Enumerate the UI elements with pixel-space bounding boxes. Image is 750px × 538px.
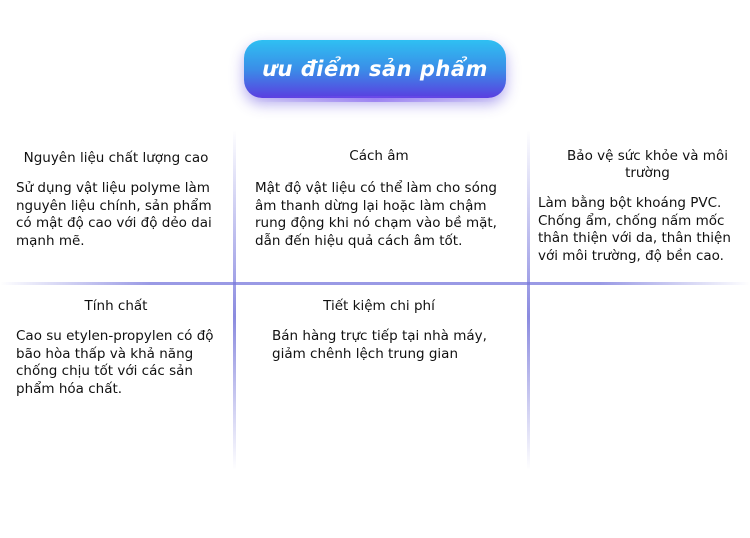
- divider-horizontal: [0, 282, 750, 285]
- title-text: ưu điểm sản phẩm: [262, 57, 488, 81]
- feature-description: Làm bằng bột khoáng PVC. Chống ẩm, chống nấm mốc thân thiện với da, thân thiện với môi trường, độ bền cao.: [538, 195, 731, 264]
- feature-heading: Nguyên liệu chất lượng cao: [23, 150, 209, 166]
- feature-description: Cao su etylen-propylen có độ bão hòa thấp và khả năng chống chịu tốt với các sản phẩm hóa chất.: [16, 328, 214, 397]
- feature-description: Sử dụng vật liệu polyme làm nguyên liệu chính, sản phẩm có mật độ cao với độ dẻo dai mạnh mẽ.: [16, 180, 212, 249]
- feature-heading: Tiết kiệm chi phí: [323, 298, 435, 314]
- title-glow: [254, 96, 496, 102]
- divider-vertical-left: [233, 130, 236, 470]
- feature-heading: Bảo vệ sức khỏe và môi trường: [567, 148, 728, 181]
- feature-heading: Cách âm: [349, 148, 409, 164]
- title-banner: [244, 40, 506, 98]
- feature-description: Bán hàng trực tiếp tại nhà máy, giảm chênh lệch trung gian: [272, 328, 487, 362]
- divider-vertical-right: [527, 130, 530, 470]
- feature-description: Mật độ vật liệu có thể làm cho sóng âm thanh dừng lại hoặc làm chậm rung động khi nó chạm vào bề mặt, dẫn đến hiệu quả cách âm tốt.: [255, 180, 497, 249]
- feature-heading: Tính chất: [84, 298, 148, 314]
